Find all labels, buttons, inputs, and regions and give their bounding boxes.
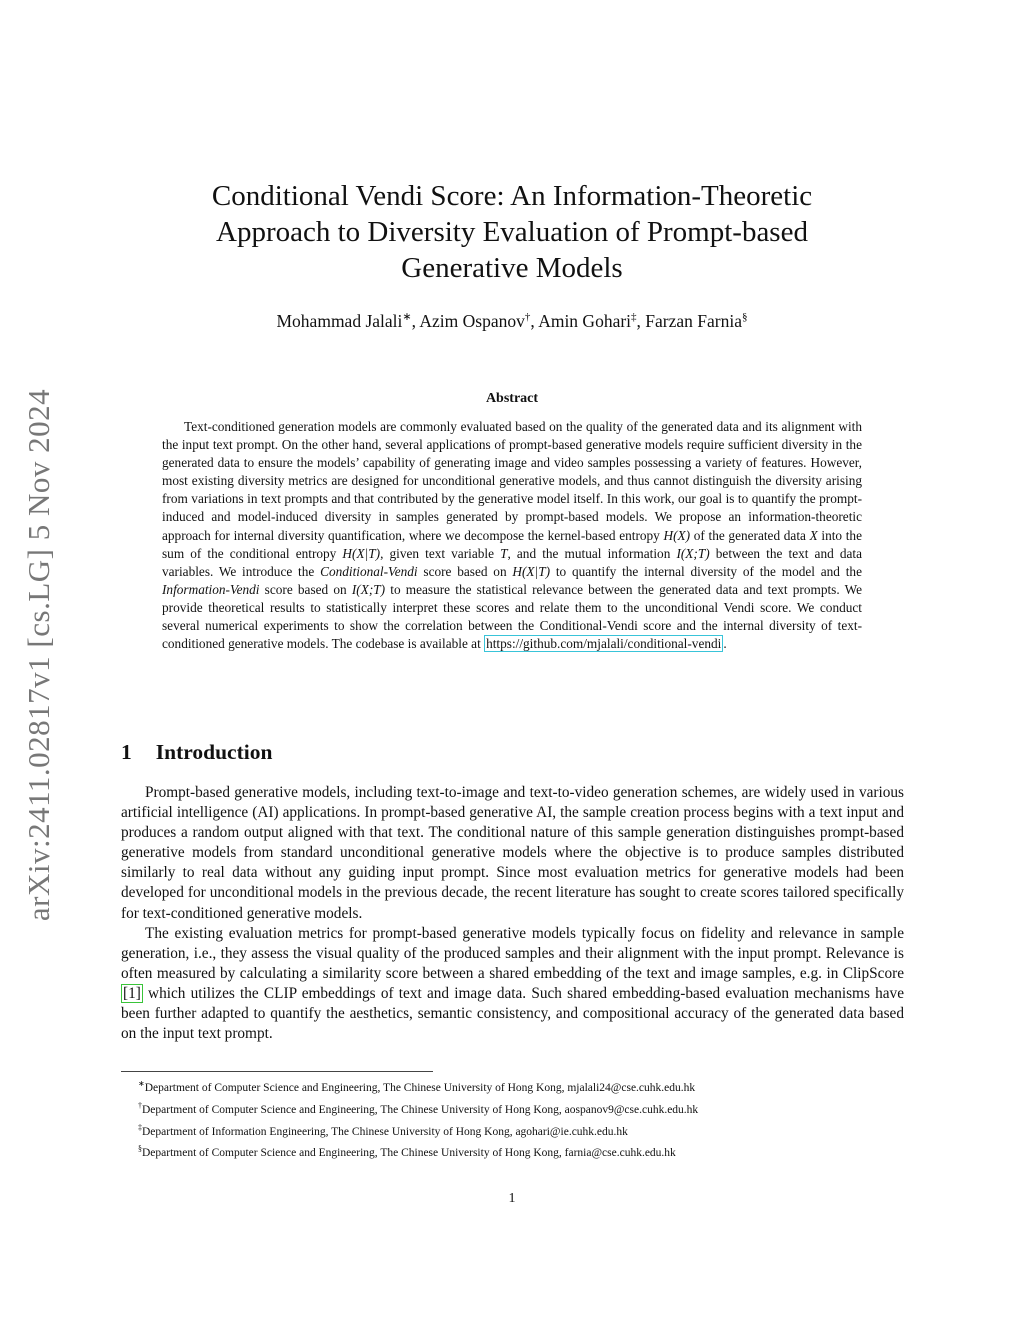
footnote: §Department of Computer Science and Engineering, The Chinese University of Hong Kong, farnia@cse.cuhk.edu.hk	[138, 1144, 676, 1160]
footnote: ∗Department of Computer Science and Engineering, The Chinese University of Hong Kong, mjalali24@cse.cuhk.edu.hk	[138, 1079, 696, 1094]
footnote: †Department of Computer Science and Engineering, The Chinese University of Hong Kong, aospanov9@cse.cuhk.edu.hk	[138, 1100, 699, 1116]
author-mark: ‡	[631, 311, 637, 323]
paper-title: Conditional Vendi Score: An Information-Theoretic Approach to Diversity Evaluation of Prompt-based Generative Models	[211, 180, 813, 284]
author-mark: ∗	[402, 311, 412, 323]
author-name: Amin Gohari	[538, 310, 632, 331]
section-title: Introduction	[155, 740, 273, 764]
author-list: Mohammad Jalali∗, Azim Ospanov†, Amin Gohari‡, Farzan Farnia§	[276, 310, 748, 331]
arxiv-id-text: arXiv:2411.02817v1 [cs.LG] 5 Nov 2024	[21, 388, 57, 922]
arxiv-identifier	[14, 355, 64, 955]
author-mark: §	[741, 311, 748, 323]
page-number: 1	[508, 1191, 516, 1206]
intro-paragraph-2: The existing evaluation metrics for prompt-based generative models typically focus on fidelity and relevance in sample generation, i.e., they assess the visual quality of the produced samples and their alignment with the input prompt. Relevance is often measured by calculating a similarity score between a shared embedding of the text and image samples, e.g. in ClipScore [1] which utilizes the CLIP embeddings of text and image data. Such shared embedding-based evaluation mechanisms have been further adapted to quantify the aesthetics, semantic consistency, and compositional accuracy of the generated data based on the input text prompt.	[121, 924, 904, 1043]
abstract-body: Text-conditioned generation models are commonly evaluated based on the quality of the generated data and its alignment with the input text prompt. On the other hand, several applications of prompt-based generative models require sufficient diversity in the generated data to ensure the models’ capability of generating image and video samples possessing a variety of features. However, most existing diversity metrics are designed for unconditional generative models, and thus cannot distinguish the diversity arising from variations in text prompts and that contributed by the generative model itself. In this work, our goal is to quantify the prompt-induced and model-induced diversity in samples generated by prompt-based models. We propose an information-theoretic approach for internal diversity quantification, where we decompose the kernel-based entropy H(X) of the generated data X into the sum of the conditional entropy H(X|T), given text variable T, and the mutual information I(X;T) between the text and data variables. We introduce the Conditional-Vendi score based on H(X|T) to quantify the internal diversity of the model and the Information-Vendi score based on I(X;T) to measure the statistical relevance between the generated data and text prompts. We provide theoretical results to statistically interpret these scores and relate them to the unconditional Vendi score. We conduct several numerical experiments to show the correlation between the Conditional-Vendi score and the internal diversity of text-conditioned generative models. The codebase is available at https://github.com/mjalali/conditional-vendi .	[162, 419, 862, 652]
author-name: Farzan Farnia	[645, 310, 742, 331]
footnote: ‡Department of Information Engineering, The Chinese University of Hong Kong, agohari@ie.cuhk.edu.hk	[138, 1122, 628, 1138]
section-number: 1	[121, 740, 132, 764]
abstract-heading: Abstract	[485, 391, 539, 406]
footnotes	[138, 1075, 918, 1162]
footnote-rule	[121, 1071, 433, 1072]
author-name: Azim Ospanov	[419, 310, 525, 331]
citation-link[interactable]: [1]	[123, 984, 141, 1002]
author-mark: †	[524, 311, 531, 323]
codebase-link[interactable]: https://github.com/mjalali/conditional-vendi	[486, 636, 722, 652]
intro-paragraph-1: Prompt-based generative models, including text-to-image and text-to-video generation schemes, are widely used in various artificial intelligence (AI) applications. In prompt-based generative AI, the sample creation process begins with a text input and produces a random output aligned with that text. The conditional nature of this sample generation distinguishes prompt-based generative models from standard unconditional generative models where the objective is to produce samples distributed similarly to real data without any guiding input prompt. Since most evaluation metrics for generative models had been developed for unconditional models in the previous decade, the recent literature has sought to create scores tailored specifically for text-conditioned generative models.	[121, 784, 904, 922]
intro-body	[121, 783, 904, 1044]
section-heading	[121, 740, 272, 765]
author-name: Mohammad Jalali	[276, 310, 403, 331]
